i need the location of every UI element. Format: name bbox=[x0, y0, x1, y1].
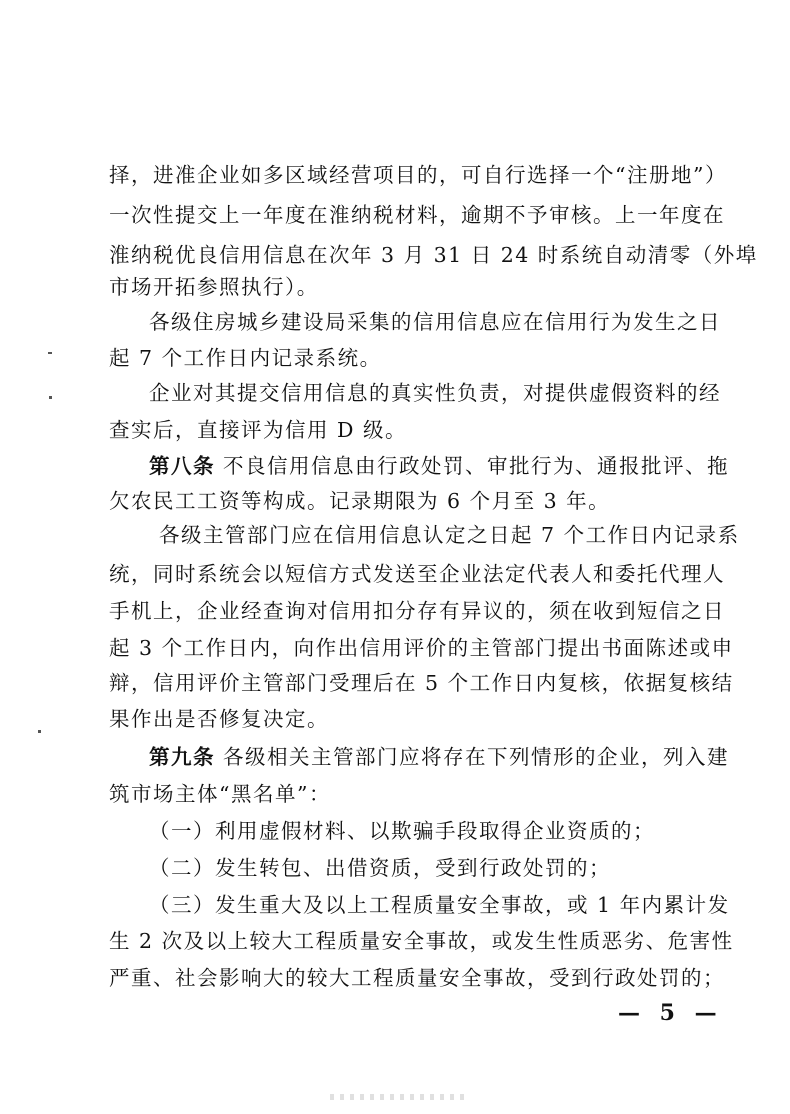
line-text: 起 7 个工作日内记录系统。 bbox=[109, 346, 382, 370]
line-text: 市场开拓参照执行）。 bbox=[109, 275, 319, 299]
text-line bbox=[109, 599, 725, 623]
text-line bbox=[109, 929, 734, 953]
scan-speck bbox=[38, 730, 41, 733]
line-text: 不良信用信息由行政处罚、审批行为、通报批评、拖 bbox=[223, 454, 730, 478]
text-line bbox=[109, 346, 687, 370]
line-text: 手机上，企业经查询对信用扣分存有异议的，须在收到短信之日 bbox=[109, 599, 725, 623]
article-heading: 第八条 bbox=[149, 454, 215, 478]
line-text: 严重、社会影响大的较大工程质量安全事故，受到行政处罚的； bbox=[109, 966, 725, 990]
text-line bbox=[109, 275, 687, 299]
text-line bbox=[109, 418, 687, 442]
text-line bbox=[109, 489, 687, 513]
text-line bbox=[109, 562, 725, 586]
article-heading: 第九条 bbox=[149, 745, 215, 769]
line-text: （二）发生转包、出借资质，受到行政处罚的； bbox=[149, 856, 611, 880]
line-text: 果作出是否修复决定。 bbox=[109, 707, 329, 731]
line-text: 查实后，直接评为信用 D 级。 bbox=[109, 418, 407, 442]
text-line bbox=[159, 523, 740, 547]
line-text: 生 2 次及以上较大工程质量安全事故，或发生性质恶劣、危害性 bbox=[109, 929, 734, 953]
scan-speck bbox=[49, 396, 52, 399]
text-line bbox=[149, 856, 727, 880]
scan-noise bbox=[330, 1094, 470, 1100]
line-text: 择，进准企业如多区域经营项目的，可自行选择一个“注册地”） bbox=[109, 163, 727, 187]
line-text: 欠农民工工资等构成。记录期限为 6 个月至 3 年。 bbox=[109, 489, 611, 513]
page-number: — 5 — bbox=[618, 1000, 723, 1026]
line-text: 起 3 个工作日内，向作出信用评价的主管部门提出书面陈述或申 bbox=[109, 636, 734, 660]
text-line bbox=[109, 163, 727, 187]
text-line bbox=[149, 819, 727, 843]
line-text: 各级住房城乡建设局采集的信用信息应在信用行为发生之日 bbox=[149, 310, 721, 334]
line-text: 一次性提交上一年度在淮纳税材料，逾期不予审核。上一年度在 bbox=[109, 203, 725, 227]
line-text: 筑市场主体“黑名单”： bbox=[109, 782, 331, 806]
line-text: 辩，信用评价主管部门受理后在 5 个工作日内复核，依据复核结 bbox=[109, 671, 734, 695]
line-text: 各级相关主管部门应将存在下列情形的企业，列入建 bbox=[223, 745, 730, 769]
line-text: 各级主管部门应在信用信息认定之日起 7 个工作日内记录系 bbox=[159, 523, 740, 547]
line-text: 统，同时系统会以短信方式发送至企业法定代表人和委托代理人 bbox=[109, 562, 725, 586]
text-line bbox=[149, 893, 730, 917]
line-text: （一）利用虚假材料、以欺骗手段取得企业资质的； bbox=[149, 819, 655, 843]
text-line bbox=[109, 243, 758, 267]
line-text: 淮纳税优良信用信息在次年 3 月 31 日 24 时系统自动清零（外埠 bbox=[109, 243, 758, 267]
text-line bbox=[149, 454, 730, 478]
text-line bbox=[109, 203, 725, 227]
text-line bbox=[109, 671, 734, 695]
scan-speck bbox=[48, 352, 52, 354]
text-line bbox=[109, 707, 687, 731]
text-line bbox=[109, 966, 725, 990]
text-line bbox=[149, 745, 730, 769]
text-line bbox=[109, 782, 687, 806]
line-text: 企业对其提交信用信息的真实性负责，对提供虚假资料的经 bbox=[149, 381, 721, 405]
line-text: （三）发生重大及以上工程质量安全事故，或 1 年内累计发 bbox=[149, 893, 730, 917]
text-line bbox=[149, 310, 727, 334]
text-line bbox=[149, 381, 727, 405]
text-line bbox=[109, 636, 734, 660]
